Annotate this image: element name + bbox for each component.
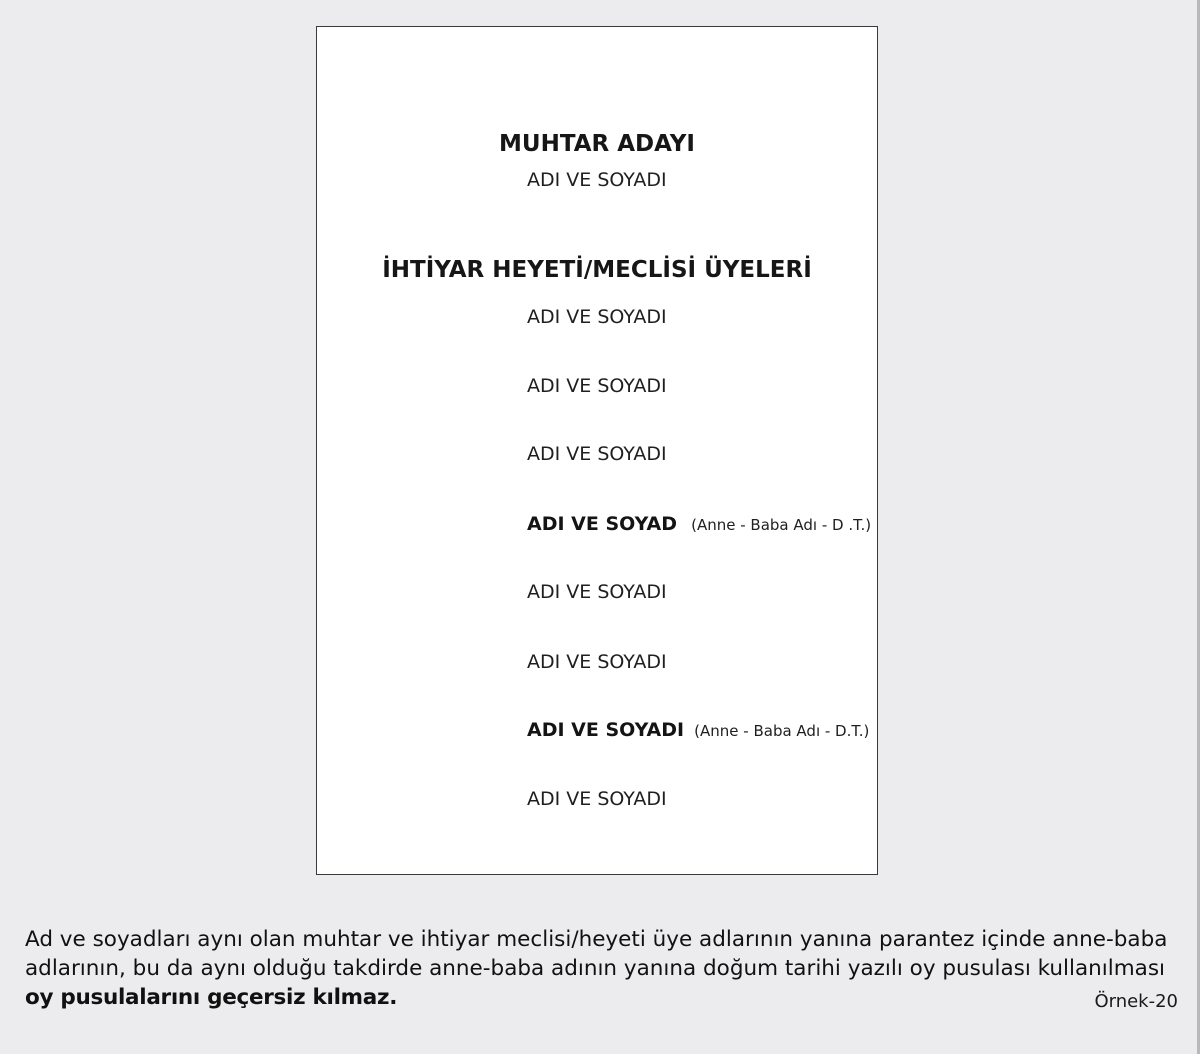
caption-bold-text: oy pusulalarını geçersiz kılmaz. <box>25 985 398 1010</box>
parent-names-note: (Anne - Baba Adı - D .T.) <box>691 516 872 534</box>
member-name-text: ADI VE SOYADI <box>527 581 667 603</box>
council-member-name <box>527 305 667 329</box>
council-member-name <box>527 787 667 811</box>
council-member-name <box>527 650 667 674</box>
ballot-sample <box>316 26 878 875</box>
parent-names-note: (Anne - Baba Adı - D.T.) <box>694 722 870 740</box>
explanation-caption <box>25 925 1175 1012</box>
member-name-text: ADI VE SOYADI <box>527 375 667 397</box>
member-name-text: ADI VE SOYADI <box>527 443 667 465</box>
mayor-candidate-name: ADI VE SOYADI <box>527 169 667 191</box>
council-member-name <box>527 374 667 398</box>
member-name-text: ADI VE SOYADI <box>527 306 667 328</box>
caption-text: Ad ve soyadları aynı olan muhtar ve ihtiyar meclisi/heyeti üye adlarının yanına parantez içinde anne-baba adlarının, bu da aynı olduğu takdirde anne-baba adının yanına doğum tarihi yazılı oy pusulası kullanılması <box>25 927 1168 981</box>
council-members-heading: İHTİYAR HEYETİ/MECLİSİ ÜYELERİ <box>382 257 812 283</box>
mayor-candidate-heading: MUHTAR ADAYI <box>499 131 695 157</box>
example-number-label: Örnek-20 <box>1094 991 1178 1012</box>
council-member-name <box>527 442 667 466</box>
council-member-name-with-note <box>527 718 869 743</box>
member-name-text: ADI VE SOYADI <box>527 788 667 810</box>
member-name-text: ADI VE SOYADI <box>527 719 685 741</box>
member-name-text: ADI VE SOYADI <box>527 651 667 673</box>
council-member-name <box>527 580 667 604</box>
council-member-name-with-note <box>527 512 871 537</box>
member-name-text: ADI VE SOYAD <box>527 513 678 535</box>
